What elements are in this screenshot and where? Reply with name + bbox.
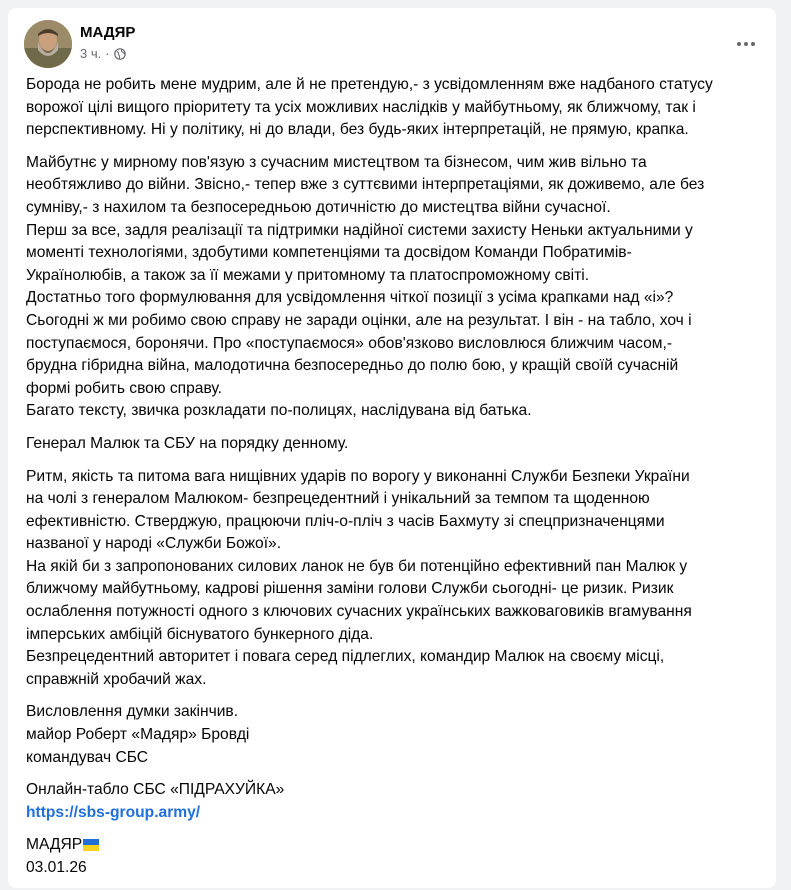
text-line: ворожої цілі вищого пріоритету та усіх можливих наслідків у майбутньому, як ближчому, так і (26, 98, 696, 116)
text-line (26, 802, 766, 825)
text-line: Багато тексту, звичка розкладати по-полицях, наслідувана від батька. (26, 402, 532, 420)
paragraph (26, 779, 766, 824)
text-line: Достатньо того формулювання для усвідомлення чіткої позиції з усіма крапками над «і»? (26, 289, 674, 307)
avatar-photo (24, 20, 72, 68)
text-line: перспективному. Ні у політику, ні до влади, без будь-яких інтерпретацій, не прямую, крапка. (26, 121, 689, 139)
more-options-button[interactable] (728, 26, 764, 62)
avatar[interactable] (24, 20, 72, 68)
text-line: ослаблення потужності одного з ключових сучасних українських важковаговиків вгамування (26, 603, 692, 621)
text-line (26, 834, 766, 857)
text-line: командувач СБС (26, 748, 149, 766)
text-line: майор Роберт «Мадяр» Бровді (26, 726, 250, 744)
paragraph (26, 701, 766, 769)
text-line: Висловлення думки закінчив. (26, 703, 239, 721)
text-line: сумніву,- з нахилом та безпосередньою дотичністю до мистецтва війни сучасної. (26, 198, 611, 216)
text-line: Безпрецедентний авторитет і повага серед підлеглих, командир Малюк на своєму місці, (26, 648, 665, 666)
text-line: ефективністю. Стверджую, працюючи пліч-о-пліч з часів Бахмуту зі спецпризначенцями (26, 512, 665, 530)
text-line: Сьогодні ж ми робимо свою справу не заради оцінки, але на результат. І він - на табло, хоч і (26, 311, 692, 329)
text-line: Борода не робить мене мудрим, але й не претендую,- з усвідомленням вже надбаного статусу (26, 76, 713, 93)
post-time[interactable]: 3 ч. (80, 46, 102, 61)
text-line: Перш за все, задля реалізації та підтримки надійної системи захисту Неньки актуальними у (26, 221, 693, 239)
text-line: брудна гібридна війна, малодотична безпосередньо до полю бою, у кращій своїй сучасній (26, 357, 679, 375)
text-line: необтяжливо до війни. Звісно,- тепер вже з суттєвими інтерпретаціями, як доживемо, але без (26, 176, 705, 194)
text-line: Генерал Малюк та СБУ на порядку денному. (26, 434, 349, 452)
text-line: Ритм, якість та питома вага нищівних ударів по ворогу у виконанні Служби Безпеки України (26, 467, 690, 485)
sbs-group-link[interactable]: https://sbs-group.army/ (26, 803, 201, 821)
text-line: ближчому майбутньому, кадрові рішення заміни голови Служби сьогодні- це ризик. Ризик (26, 580, 674, 598)
text-line: поступаємося, боронячи. Про «поступаємося» обов'язково висловлюся ближчим часом,- (26, 334, 673, 352)
more-options-icon (737, 42, 741, 46)
text-line: Українолюбів, а також за її межами у притомному та платоспроможному світі. (26, 266, 590, 284)
text-line: імперських амбіцій біснуватого бункерного діда. (26, 625, 374, 643)
text-line: Онлайн-табло СБС «ПІДРАХУЙКА» (26, 781, 285, 799)
paragraph (26, 74, 766, 142)
globe-icon[interactable] (114, 48, 126, 60)
post-card (8, 8, 776, 888)
text-line: названої у народі «Служби Божої». (26, 535, 282, 553)
post-meta (80, 46, 126, 61)
post-date-text: 03.01.26 (26, 859, 87, 876)
paragraph (26, 466, 766, 692)
signature-name: МАДЯР (26, 836, 83, 854)
text-line: моменті технологіями, здобутими компетенціями та досвідом Команди Побратимів- (26, 244, 632, 262)
text-line: формі робить свою справу. (26, 379, 222, 397)
meta-separator: · (105, 46, 110, 61)
paragraph (26, 152, 766, 423)
ukraine-flag-emoji (83, 836, 99, 848)
paragraph (26, 433, 766, 456)
post-author[interactable]: МАДЯР (80, 24, 136, 41)
text-line: На якій би з запропонованих силових ланок не був би потенційно ефективний пан Малюк у (26, 557, 688, 575)
text-line: Майбутнє у мирному пов'язую з сучасним мистецтвом та бізнесом, чим жив вільно та (26, 153, 647, 171)
text-line: на чолі з генералом Малюком- безпрецедентний і унікальний за темпом та щоденною (26, 490, 650, 508)
text-line: справжній хробачий жах. (26, 670, 207, 688)
post-message (26, 74, 766, 890)
